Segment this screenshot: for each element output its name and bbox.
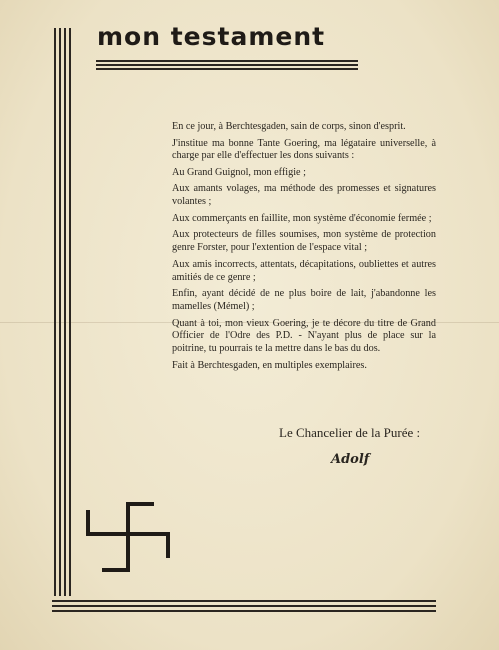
- paragraph: Aux amis incorrects, attentats, décapitations, oubliettes et autres amitiés de ce genre ;: [172, 258, 436, 283]
- paragraph: Aux protecteurs de filles soumises, mon système de protection genre Forster, pour l'extention de l'espace vital ;: [172, 229, 436, 254]
- bottom-rule: [52, 605, 436, 607]
- bottom-rule: [52, 610, 436, 612]
- border-rule-vertical: [64, 28, 66, 596]
- emblem-mark: [84, 498, 172, 578]
- testament-body: [172, 121, 436, 376]
- paragraph: Fait à Berchtesgaden, en multiples exemplaires.: [172, 359, 367, 371]
- paragraph: Enfin, ayant décidé de ne plus boire de lait, j'abandonne les mamelles (Mémel) ;: [172, 288, 436, 313]
- document-title: mon testament: [97, 22, 326, 51]
- bottom-rule: [52, 600, 436, 602]
- paragraph: Aux amants volages, ma méthode des promesses et signatures volantes ;: [172, 183, 436, 208]
- paragraph: J'institue ma bonne Tante Goering, ma légataire universelle, à charge par elle d'effectuer les dons suivants :: [172, 137, 436, 162]
- paragraph: Aux commerçants en faillite, mon système d'économie fermée ;: [172, 212, 432, 224]
- paragraph: Quant à toi, mon vieux Goering, je te décore du titre de Grand Officier de l'Odre des P.D. - N'ayant plus de place sur la poitrine, tu pourrais te la mettre dans le bas du dos.: [172, 317, 436, 355]
- signature-name: Adolf: [331, 452, 370, 467]
- paragraph: En ce jour, à Berchtesgaden, sain de corps, sinon d'esprit.: [172, 121, 406, 132]
- signature-title: Le Chancelier de la Purée :: [279, 425, 421, 440]
- title-rule: [96, 64, 358, 66]
- title-rule: [96, 68, 358, 70]
- paragraph: Au Grand Guignol, mon effigie ;: [172, 166, 306, 178]
- border-rule-vertical: [69, 28, 71, 596]
- border-rule-vertical: [59, 28, 61, 596]
- title-rule: [96, 60, 358, 62]
- border-rule-vertical: [54, 28, 56, 596]
